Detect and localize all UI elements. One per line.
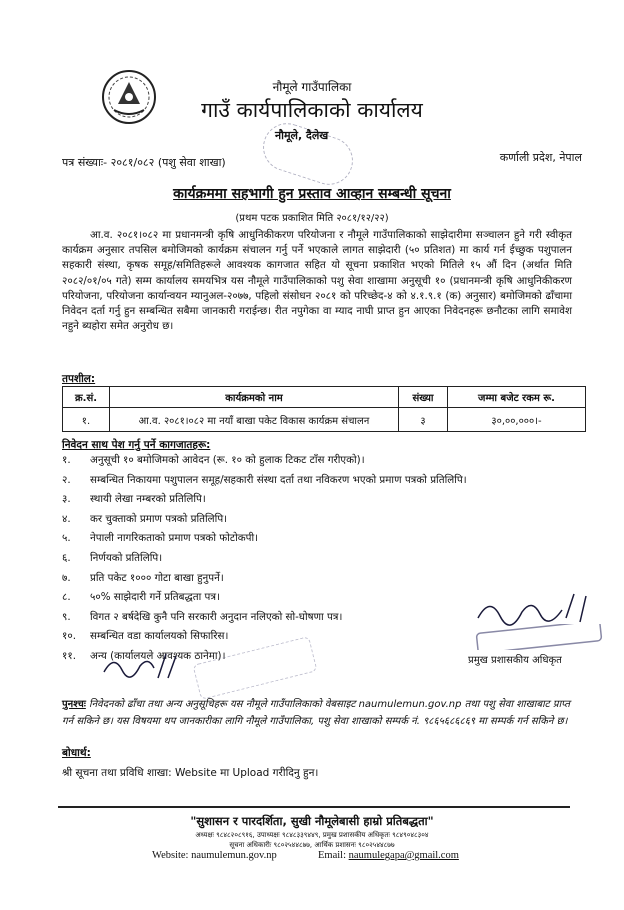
contacts-line-1: अध्यक्षः ९८४८२०८९१६, उपाध्यक्षः ९८४८३३९४४९, प्रमुख प्रशासकीय अधिकृतः ९८४९०४८३०४ (195, 831, 429, 839)
notice-title (0, 184, 624, 203)
list-item: ८. ५०% साझेदारी गर्ने प्रतिबद्धता पत्र। (62, 591, 220, 604)
list-item: १०. सम्बन्धित वडा कार्यालयको सिफारिस। (62, 630, 229, 643)
signature-left (100, 650, 180, 685)
col-sn: क्र.सं. (63, 387, 110, 408)
notice-subtitle: (प्रथम पटक प्रकाशित मिति २०८१/१२/२२) (235, 213, 389, 224)
cell-budget: ३०,००,०००।- (448, 408, 586, 432)
table-row (63, 408, 586, 432)
footer-slogan: "सुशासन र पारदर्शिता, सुखी नौमूलेबासी हाम्रो प्रतिबद्धता" (190, 814, 434, 828)
notice-title-text: कार्यक्रममा सहभागी हुन प्रस्ताव आव्हान सम्बन्धी सूचना (173, 186, 451, 202)
schedule-label: तपशील: (62, 373, 96, 385)
documents-label: निवेदन साथ पेश गर्नु पर्ने कागजातहरू: (62, 439, 211, 451)
bodhartha-text: श्री सूचना तथा प्रविधि शाखा: Website मा Upload गरीदिनु हुन। (62, 767, 319, 779)
list-item: ९. विगत २ बर्षदेखि कुनै पनि सरकारी अनुदान नलिएको सो-घोषणा पत्र। (62, 610, 343, 623)
list-item: ६. निर्णयको प्रतिलिपि। (62, 551, 163, 564)
col-program: कार्यक्रमको नाम (110, 387, 399, 408)
reference-number: पत्र संख्याः- २०८१/०८२ (पशु सेवा शाखा) (62, 156, 226, 169)
office-title: गाउँ कार्यपालिकाको कार्यालय (201, 98, 423, 122)
postscript-note (62, 696, 570, 730)
footer-email (318, 850, 459, 861)
notice-body: आ.व. २०८१।०८२ मा प्रधानमन्त्री कृषि आधुनिकीकरण परियोजना र नौमूले गाउँपालिकाको साझेदारीमा सञ्चालन हुने गरी स्वीकृत कार्यक्रम अनुसार तपसिल बमोजिमको कार्यक्रम संचालन गर्नु पर्ने भएकाले लागत साझेदारी (५० प्रतिशत) मा कार्य गर्न ईच्छुक पशुपालन सहकारी संस्था, कृषक समूह/समितिहरूले आवश्यक कागजात सहित यो सूचना प्रकाशित भएको मितिले १५ औं दिन (अर्थात मिति २०८२/०१/०५ गते) सम्म कार्यालय समयभित्र यस नौमूले गाउँपालिकाको पशु सेवा शाखामा अनुसूची १० (प्रधानमन्त्री कृषि आधुनिकीकरण परियोजना, परियोजना कार्यान्वयन म्यानुअल-२०७७, पहिलो संसोधन २०८१ को परिच्छेद-४ को ४.१.९.१ (क) अनुसार) बमोजिमको ढाँचामा निवेदन दर्ता गर्नु हुन सम्बन्धित सबैमा जानकारी गराईन्छ। रीत नपुगेका वा म्याद नाघी प्राप्त हुन आएका निवेदनहरू छनौटका लागि समावेश नहुने ब्यहोरा समेत अनुरोध छ। (62, 229, 572, 333)
cell-sn: १. (63, 408, 110, 432)
table-header-row (63, 387, 586, 408)
postscript-text: निवेदनको ढाँचा तथा अन्य अनुसूचिहरू यस नौमूले गाउँपालिकाको वेबसाइट naumulemun.gov.np तथा पशु सेवा शाखाबाट प्राप्त गर्न सकिने छ। यस विषयमा थप जानकारीका लागि नौमूले गाउँपालिका, पशु सेवा शाखाको सम्पर्क नं. ९८६५६८६८६९ मा सम्पर्क गर्न सकिने छ। (62, 699, 570, 727)
list-item: २. सम्बन्धित निकायमा पशुपालन समूह/सहकारी संस्था दर्ता तथा नविकरण भएको प्रमाण पत्रको प्रतिलिपि। (62, 473, 467, 486)
col-budget: जम्मा बजेट रकम रू. (448, 387, 586, 408)
list-item: १. अनुसूची १० बमोजिमको आवेदन (रू. १० को हुलाक टिकट टाँस गरीएको)। (62, 454, 365, 466)
list-item: ५. नेपाली नागरिकताको प्रमाण पत्रको फोटोकपी। (62, 532, 259, 545)
signatory-role: प्रमुख प्रशासकीय अधिकृत (468, 655, 562, 666)
list-item: ११. अन्य (कार्यालयले आवश्यक ठानेमा)। (62, 649, 226, 662)
contacts-line-2: सूचना अधिकारीः ९८०२५४४८७७, आर्थिक प्रशासनः ९८०२५४४८७७ (229, 841, 395, 849)
footer-divider (58, 806, 570, 808)
list-item: ४. कर चुक्ताको प्रमाण पत्रको प्रतिलिपि। (62, 512, 228, 525)
postscript-label: पुनश्चः (62, 699, 86, 710)
col-count: संख्या (399, 387, 448, 408)
cell-program: आ.व. २०८१।०८२ मा नयाँ बाखा पकेट विकास कार्यक्रम संचालन (110, 408, 399, 432)
official-stamp-right (475, 624, 603, 650)
province-name: कर्णाली प्रदेश, नेपाल (499, 151, 582, 164)
email-link[interactable]: naumulegapa@gmail.com (348, 850, 459, 861)
schedule-table (62, 386, 586, 432)
list-item: ३. स्थायी लेखा नम्बरको प्रतिलिपि। (62, 493, 206, 506)
bodhartha-label: बोधार्थ: (62, 747, 91, 759)
footer-website: Website: naumulemun.gov.np (152, 850, 277, 861)
footer-contacts (0, 830, 624, 850)
email-label: Email: (318, 850, 346, 861)
cell-count: ३ (399, 408, 448, 432)
municipality-name: नौमूले गाउँपालिका (272, 80, 352, 94)
district-name: नौमूले, दैलेख (275, 129, 329, 142)
list-item: ७. प्रति पकेट १००० गोटा बाखा हुनुपर्ने। (62, 571, 224, 584)
documents-list (62, 453, 467, 669)
